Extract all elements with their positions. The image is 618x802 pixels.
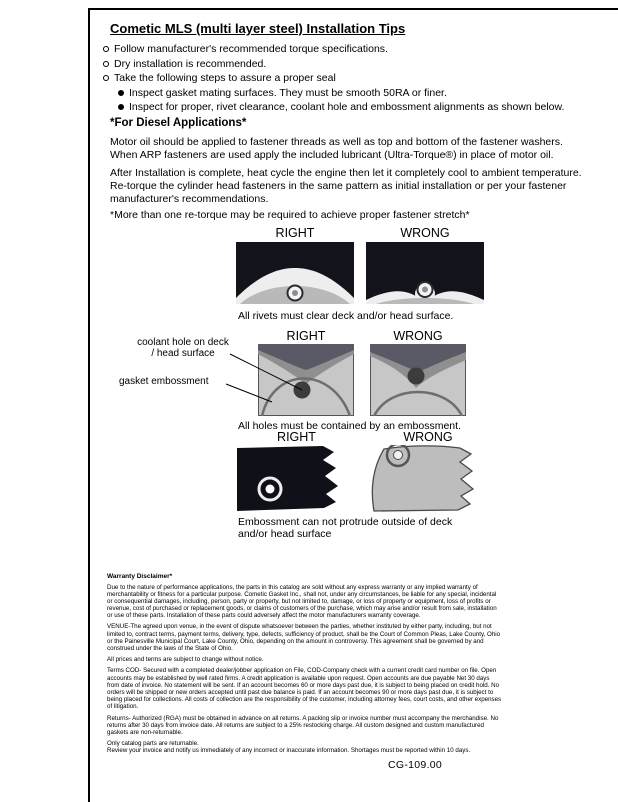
rivet-right-diagram — [236, 242, 354, 304]
legal-paragraph: Returns- Authorized (RGA) must be obtained in advance on all returns. A packing slip or invoice number must accompany the merchandise. No returns after 30 days from invoice date. All returns are subject to a 25% restocking charge. All custom designed and custom manufactured gaskets are non-returnable. — [107, 714, 499, 736]
wrong-label: WRONG — [400, 226, 450, 240]
diesel-paragraph: After Installation is complete, heat cycle the engine then let it completely cool to ambient temperature. Re-torque the cylinder head fasteners in the same pattern as initial installation or per your fastener manufacturer's recommendations. — [110, 167, 582, 205]
wrong-label: WRONG — [403, 430, 453, 444]
list-item-text: Inspect gasket mating surfaces. They must be smooth 50RA or finer. — [129, 86, 447, 99]
gasket-embossment-annotation: gasket embossment — [119, 376, 209, 387]
wrong-label: WRONG — [393, 329, 443, 343]
diesel-section-heading: *For Diesel Applications* — [110, 117, 247, 129]
legal-paragraph: Terms COD- Secured with a completed dealer/jobber application on File, COD-Company check with a current credit card number on file. Open accounts may be established by well rated firms. A credit application is available upon request. Open accounts are due payable Net 30 days from date of invoice. No statement will be sent. If an account becomes 60 or more days past due, it is subject to being placed on credit hold. No orders will be shipped or new orders accepted until past due balance is paid. If an account becomes 90 or more days past due, it is subject to being placed for collections. All costs of collection are the responsibility of the customer, including attorney fees, court costs, and other expenses of litigation. — [107, 667, 502, 711]
coolant-right-diagram — [258, 344, 354, 416]
document-title: Cometic MLS (multi layer steel) Installation Tips — [110, 21, 406, 36]
sub-bullet-icon — [118, 90, 124, 96]
diesel-paragraph: Motor oil should be applied to fastener threads as well as top and bottom of the fastener washers. When ARP fasteners are used apply the included lubricant (Ultra-Torque®) in place of motor oil. — [110, 136, 563, 161]
list-item-text: Inspect for proper, rivet clearance, coolant hole and embossment alignments as shown below. — [129, 101, 565, 114]
legal-paragraph: VENUE-The agreed upon venue, in the event of dispute whatsoever between the parties, whether instituted by either party, including, but not limited to, contract terms, payment terms, delivery, type, defects, sufficiency of product, shall be the Court of Common Pleas, Lake County, Ohio or the Painesville Municipal Court, Lake County, Ohio, depending on the amount in controversy. This agreement shall be governed by and construed under the laws of the State of Ohio. — [107, 623, 501, 653]
rivet-wrong-diagram — [366, 242, 484, 304]
legal-paragraph: All prices and terms are subject to change without notice. — [107, 656, 264, 664]
embossment-right-diagram — [237, 445, 356, 513]
legal-section — [107, 573, 503, 754]
diagram-caption: All holes must be contained by an embossment. — [238, 420, 461, 432]
list-item — [118, 87, 598, 99]
right-label: RIGHT — [277, 430, 316, 444]
list-item-text: Dry installation is recommended. — [114, 57, 267, 70]
list-item — [103, 58, 598, 70]
right-label: RIGHT — [275, 226, 315, 240]
warranty-disclaimer-heading: Warranty Disclaimer* — [107, 573, 173, 580]
tips-list — [103, 43, 598, 116]
list-item-text: Follow manufacturer's recommended torque specifications. — [114, 43, 388, 55]
list-item — [103, 43, 598, 55]
bullet-icon — [103, 61, 109, 67]
coolant-wrong-diagram — [370, 344, 466, 416]
list-item-text: Take the following steps to assure a proper seal — [114, 72, 336, 85]
legal-paragraph: Only catalog parts are returnable. — [107, 740, 199, 748]
diagram-caption: Embossment can not protrude outside of deck and/or head surface — [238, 516, 453, 541]
right-label: RIGHT — [286, 329, 326, 343]
list-item — [118, 101, 598, 113]
diagram-caption: All rivets must clear deck and/or head surface. — [238, 310, 454, 322]
legal-paragraph: Due to the nature of performance applications, the parts in this catalog are sold without any express warranty or any implied warranty of merchantability or fitness for a particular purpose. Cometic Gasket Inc., shall not, under any circumstances, be liable for any special, incidental or consequential damages, including, person, party or property, but not limited to, damage, or loss of property or equipment, loss of profits or revenue, cost of purchased or replacement goods, or claims of customers of the purchase, which may arise and/or result from sale, installation or use of these parts. Installation of these parts could adversely affect the motor manufacturers warranty coverage. — [107, 583, 497, 620]
bullet-icon — [103, 75, 109, 81]
retorque-note: *More than one re-torque may be required to achieve proper fastener stretch* — [110, 209, 470, 221]
legal-paragraph: Review your invoice and notify us immediately of any incorrect or inaccurate information. Shortages must be reported within 10 days. — [107, 747, 471, 755]
coolant-hole-annotation: coolant hole on deck / head surface — [137, 337, 229, 360]
bullet-icon — [103, 46, 109, 52]
list-item — [103, 72, 598, 84]
sub-bullet-icon — [118, 104, 124, 110]
embossment-wrong-diagram — [368, 445, 488, 513]
catalog-number: CG-109.00 — [388, 759, 443, 771]
